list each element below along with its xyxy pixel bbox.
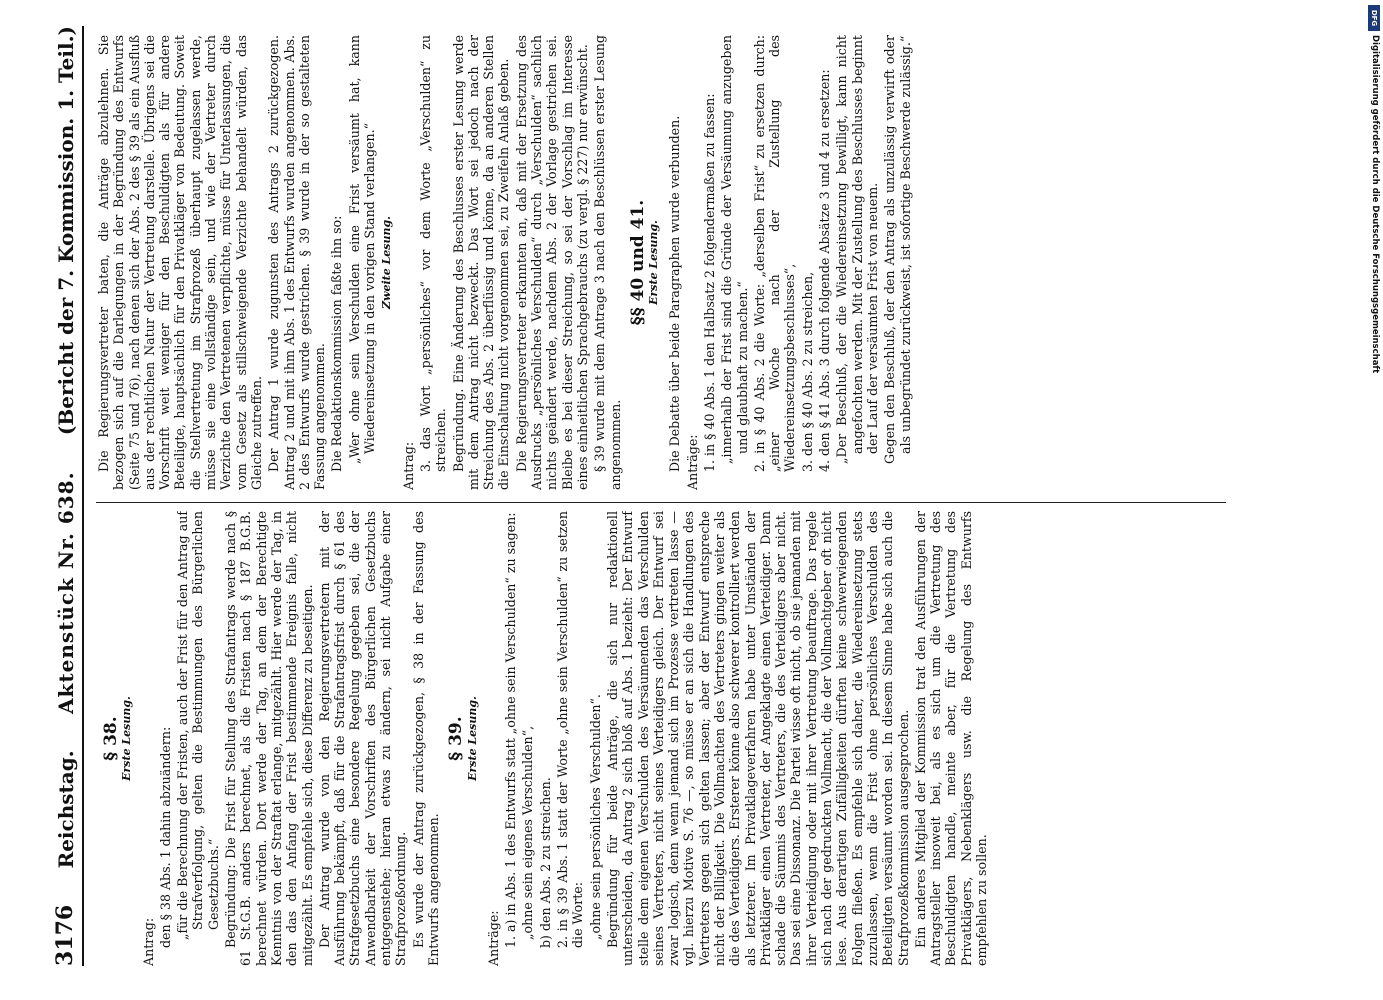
paragraph: „ohne sein persönliches Verschulden“. bbox=[587, 694, 603, 940]
paragraph: Der Antrag 1 wurde zugunsten des Antrags 2 zurückgezogen. Antrag 2 und mit ihm Abs. 1 des Entwurfs wurden angenommen. Abs. 2 des Entwurfs wurde gestrichen. § 39 wurde in der so gestalteten Fassung angenommen. bbox=[266, 35, 328, 490]
paragraph: Die Debatte über beide Paragraphen wurde verbunden. bbox=[667, 115, 683, 472]
dfg-logo bbox=[1368, 5, 1380, 31]
paragraph: 1. in § 40 Abs. 1 den Halbsatz 2 folgendermaßen zu fassen: bbox=[701, 93, 717, 472]
paragraph: 1. a) in Abs. 1 des Entwurfs statt „ohne sein Verschulden“ zu sagen: bbox=[503, 512, 519, 948]
dfg-logo-text: DFG bbox=[1370, 9, 1378, 27]
paragraph: 3. den § 40 Abs. 2 zu streichen, bbox=[799, 271, 815, 472]
section-heading-39: § 39. bbox=[446, 716, 467, 761]
paragraph: Antrag: bbox=[400, 441, 416, 490]
paragraph: „für die Berechnung der Fristen, auch der Frist für den Antrag auf Strafverfolgung, gelten die Bestimmungen des Bürgerlichen Gesetzbuchs.“ bbox=[175, 511, 221, 940]
header-right-title: (Bericht der 7. Kommission. 1. Teil.) bbox=[54, 26, 78, 436]
paragraph: Anträge: bbox=[485, 910, 501, 966]
paragraph: Begründung. Eine Änderung des Beschlusses erster Lesung werde mit dem Antrag nicht bezweckt. Das Wort sei jedoch nach der Streichung des Abs. 2 überflüssig und könne, da an anderen Stellen die Einschaltung nicht vorgenommen sei, zu Zweifeln Anlaß geben. bbox=[450, 35, 512, 490]
section-heading-38: § 38. bbox=[101, 716, 121, 761]
paragraph: Antrag: bbox=[140, 917, 156, 966]
section-subheading: Zweite Lesung. bbox=[380, 215, 394, 310]
dfg-credit bbox=[1368, 5, 1380, 995]
paragraph: Es wurde der Antrag zurückgezogen, § 38 in der Fassung des Entwurfs angenommen. bbox=[410, 511, 441, 966]
paragraph: 3. das Wort „persönliches“ vor dem Worte „Verschulden“ zu streichen. bbox=[417, 35, 449, 472]
right-column bbox=[96, 35, 1226, 490]
section-subheading: Erste Lesung. bbox=[465, 696, 479, 781]
section-heading-40-41: §§ 40 und 41. bbox=[627, 199, 648, 326]
dfg-credit-text: Digitalisierung gefördert durch die Deutsche Forschungsgemeinschaft bbox=[1370, 35, 1380, 374]
left-column bbox=[96, 511, 1226, 966]
paragraph: Begründung für beide Anträge, die sich nur redaktionell unterscheiden, da Antrag 2 sich bloß auf Abs. 1 bezieht: Der Entwurf stelle dem eigenen Verschulden des Versäumenden das Verschulden seines Vertreters, nicht seines Verteidigers gleich. Der Entwurf sei zwar logisch, denn wenn jemand sich im Prozesse vertreten lasse — vgl. hierzu Motive S. 76 —, so müsse er an sich die Handlungen des Vertreters gegen sich gelten lassen; aber der Entwurf entspreche nicht der Billigkeit. Die Vollmachten des Vertreters gingen weiter als die des Verteidigers. Ersterer könne also schwerer kontrolliert werden als letzterer. Im Privatklageverfahren habe unter Umständen der Privatkläger einen Vertreter, der Angeklagte einen Verteidiger. Dann schade die Säumnis des Vertreters, die des Verteidigers aber nicht. Das sei eine Dissonanz. Die Partei wisse oft nicht, ob sie jemanden mit ihrer Verteidigung oder mit ihrer Vertretung beauftrage. Das regele sich nach der gedruckten Vollmacht, die der Vollmachtgeber oft nicht lese. Aus derartigen Zufälligkeiten dürften keine schwerwiegenden Folgen fließen. Es empfehle sich daher, die Wiedereinsetzung stets zuzulassen, wenn die Frist ohne persönliches Verschulden des Beteiligten versäumt worden sei. In diesem Sinne habe sich auch die Strafprozeßkommission ausgesprochen. bbox=[604, 511, 911, 966]
paragraph: b) den Abs. 2 zu streichen. bbox=[537, 777, 553, 948]
paragraph: § 39 wurde mit dem Antrage 3 nach den Beschlüssen erster Lesung angenommen. bbox=[592, 35, 623, 490]
paragraph: 4. den § 41 Abs. 3 durch folgende Absätze 3 und 4 zu ersetzen: bbox=[817, 69, 833, 472]
column-divider bbox=[96, 502, 1226, 503]
paragraph: Anträge: bbox=[684, 434, 700, 490]
paragraph: Die Regierungsvertreter baten, die Anträge abzulehnen. Sie bezogen sich auf die Darlegungen in der Begründung des Entwurfs (Seite 75 und 76), nach denen sich der Abs. 2 des § 39 als ein Ausfluß aus der rechtlichen Natur der Vertretung darstelle. Übrigens sei die Vorschrift weit weniger für den Beschuldigten als für andere Beteiligte, hauptsächlich für den Privatkläger von Bedeutung. Soweit die Stellvertretung im Strafprozeß überhaupt zugelassen werde, müsse sie eine vollständige sein, und wie der Vertreter durch Verzichte den Vertretenen verpflichte, müsse für Unterlassungen, die vom Gesetz als stillschweigende Verzichte behandelt würden, das Gleiche zutreffen. bbox=[96, 35, 264, 490]
paragraph: Der Antrag wurde von den Regierungsvertretern mit der Ausführung bekämpft, daß für die Strafantragsfrist durch § 61 des Strafgesetzbuchs eine besondere Regelung gegeben sei, die der Anwendbarkeit der Vorschriften des Bürgerlichen Gesetzbuchs entgegenstehe; hieran etwas zu ändern, sei nicht Aufgabe einer Strafprozeßordnung. bbox=[316, 511, 409, 966]
page-number: 3176 bbox=[52, 904, 78, 966]
paragraph: 2. in § 40 Abs. 2 die Worte: „derselben Frist“ zu ersetzen durch: „einer Woche nach der Zustellung des Wiedereinsetzungsbeschlusses“, bbox=[751, 35, 798, 472]
section-subheading: Erste Lesung. bbox=[120, 696, 134, 781]
section-subheading: Erste Lesung. bbox=[647, 220, 661, 305]
paragraph: „innerhalb der Frist sind die Gründe der Versäumung anzugeben und glaubhaft zu machen.“ bbox=[719, 35, 750, 464]
paragraph: Die Regierungsvertreter erkannten an, daß mit der Ersetzung des Ausdrucks „persönliches Verschulden“ durch „Verschulden“ sachlich nichts geändert werde, nachdem Abs. 2 der Vorlage gestrichen sei. Bleibe es bei dieser Streichung, so sei der Vorschlag im Interesse eines einheitlichen Sprachgebrauchs (zu vergl. § 227) nur erwünscht. bbox=[513, 35, 590, 490]
paragraph: Begründung: Die Frist für Stellung des Strafantrags werde nach § 61 St.G.B. anders berechnet, als die Fristen nach § 187 B.G.B. berechnet würden. Dort werde der Tag, an dem der Berechtigte Kenntnis von der Straftat erlange, mitgezählt. Hier werde der Tag, in den das den Anfang der Frist bestimmende Ereignis falle, nicht mitgezählt. Es empfehle sich, diese Differenz zu beseitigen. bbox=[223, 511, 315, 966]
header-middle-title: Aktenstück Nr. 638. bbox=[54, 471, 78, 714]
paragraph: den § 38 Abs. 1 dahin abzuändern: bbox=[157, 726, 173, 948]
paragraph: Ein anderes Mitglied der Kommission trat den Ausführungen der Antragsteller insoweit bei, als es sich um die Vertretung des Beschuldigten handle, meinte aber, für die Vertretung des Privatklägers, Nebenklägers usw. die Regelung des Entwurfs empfehlen zu sollen. bbox=[912, 511, 990, 966]
page-header bbox=[46, 26, 84, 966]
paragraph: Die Redaktionskommission faßte ihn so: bbox=[329, 215, 345, 472]
paragraph: „Der Beschluß, der die Wiedereinsetzung bewilligt, kann nicht angefochten werden. Mit der Zustellung des Beschlusses beginnt der Lauf der versäumten Frist von neuem. bbox=[834, 35, 880, 464]
paragraph: Gegen den Beschluß, der den Antrag als unzulässig verwirft oder als unbegründet zurückweist, ist sofortige Beschwerde zulässig.“ bbox=[882, 35, 913, 464]
header-left-title: Reichstag. bbox=[54, 750, 78, 869]
paragraph: „Wer ohne sein Verschulden eine Frist versäumt hat, kann Wiedereinsetzung in den vorigen Stand verlangen.“ bbox=[346, 35, 378, 464]
paragraph: „ohne sein eigenes Verschulden“, bbox=[520, 725, 536, 940]
paragraph: 2. in § 39 Abs. 1 statt der Worte „ohne sein Verschulden“ zu setzen die Worte: bbox=[555, 511, 586, 948]
